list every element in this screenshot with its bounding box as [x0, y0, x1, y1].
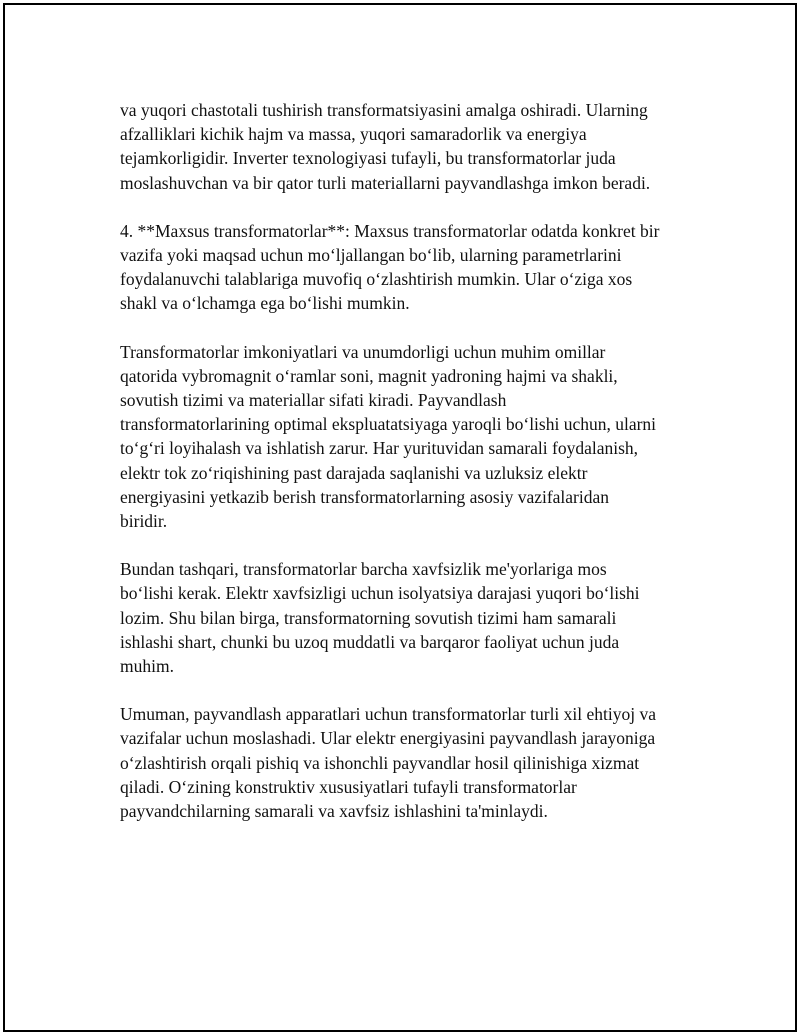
text-line: qatorida vybromagnit o‘ramlar soni, magnit yadroning hajmi va shakli,	[120, 365, 618, 386]
text-line: ishlashi shart, chunki bu uzoq muddatli va barqaror faoliyat uchun juda	[120, 631, 620, 652]
text-line: biridir.	[120, 511, 168, 532]
text-line: vazifalar uchun moslashadi. Ular elektr energiyasini payvandlash jarayoniga	[120, 728, 656, 749]
text-line: vazifa yoki maqsad uchun mo‘ljallangan bo‘lib, ularning parametrlarini	[120, 245, 622, 266]
text-line: to‘g‘ri loyihalash va ishlatish zarur. Har yurituvidan samarali foydalanish,	[120, 438, 639, 459]
text-line: o‘zlashtirish orqali pishiq va ishonchli payvandlar hosil qilinishiga xizmat	[120, 752, 640, 773]
text-line: foydalanuvchi talablariga muvofiq o‘zlashtirish mumkin. Ular o‘ziga xos	[120, 269, 633, 290]
text-line: qiladi. O‘zining konstruktiv xususiyatlari tufayli transformatorlar	[120, 776, 577, 797]
text-line: muhim.	[120, 656, 174, 677]
paragraph-inverter-transformers	[120, 98, 700, 195]
text-line: energiyasini yetkazib berish transformatorlarning asosiy vazifalaridan	[120, 486, 610, 507]
text-line: Bundan tashqari, transformatorlar barcha xavfsizlik me'yorlariga mos	[120, 559, 607, 580]
document-body	[120, 98, 700, 847]
text-line: moslashuvchan va bir qator turli materiallarni payvandlashga imkon beradi.	[120, 172, 651, 193]
text-line: elektr tok zo‘riqishining past darajada saqlanishi va uzluksiz elektr	[120, 462, 588, 483]
paragraph-safety	[120, 557, 700, 678]
text-line: tejamkorligidir. Inverter texnologiyasi tufayli, bu transformatorlar juda	[120, 148, 616, 169]
text-line: afzalliklari kichik hajm va massa, yuqori samaradorlik va energiya	[120, 124, 587, 145]
text-line: shakl va o‘lchamga ega bo‘lishi mumkin.	[120, 293, 410, 314]
text-line: sovutish tizimi va materiallar sifati kiradi. Payvandlash	[120, 390, 507, 411]
page-border	[3, 3, 797, 1032]
text-line: bo‘lishi kerak. Elektr xavfsizligi uchun isolyatsiya darajasi yuqori bo‘lishi	[120, 583, 640, 604]
text-line: payvandchilarning samarali va xavfsiz ishlashini ta'minlaydi.	[120, 801, 548, 822]
text-line: Transformatorlar imkoniyatlari va unumdorligi uchun muhim omillar	[120, 341, 606, 362]
text-line: va yuqori chastotali tushirish transformatsiyasini amalga oshiradi. Ularning	[120, 100, 648, 120]
text-line: lozim. Shu bilan birga, transformatorning sovutish tizimi ham samarali	[120, 607, 617, 628]
paragraph-special-transformers	[120, 219, 700, 316]
text-line: Umuman, payvandlash apparatlari uchun transformatorlar turli xil ehtiyoj va	[120, 704, 657, 725]
text-line: transformatorlarining optimal ekspluatatsiyaga yaroqli bo‘lishi uchun, ularni	[120, 414, 657, 435]
text-line: 4. **Maxsus transformatorlar**: Maxsus transformatorlar odatda konkret bir	[120, 220, 660, 241]
paragraph-performance-factors	[120, 340, 700, 534]
paragraph-conclusion	[120, 702, 700, 823]
